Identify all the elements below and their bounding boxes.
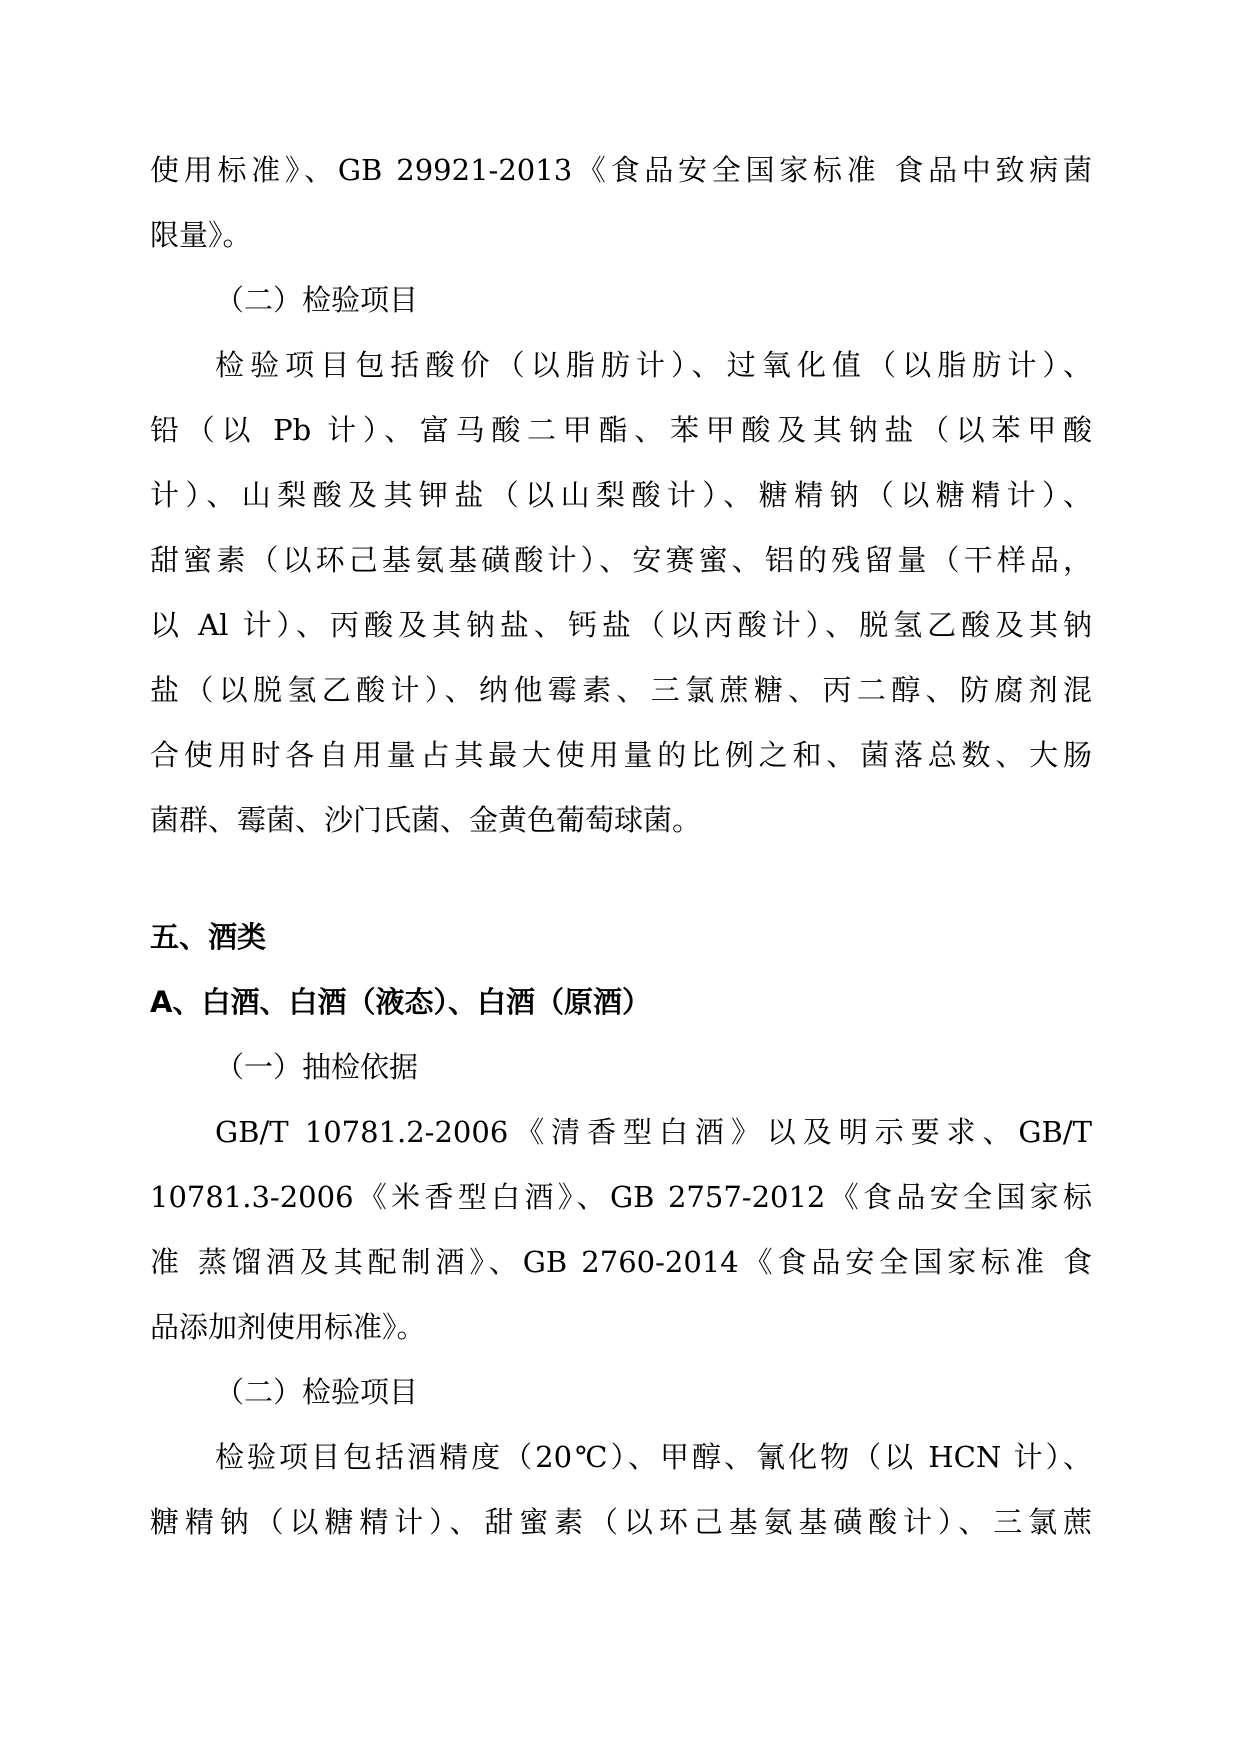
- text-line: 铅（以 Pb 计）、富马酸二甲酯、苯甲酸及其钠盐（以苯甲酸: [150, 413, 1092, 447]
- text-line: 以 Al 计）、丙酸及其钠盐、钙盐（以丙酸计）、脱氢乙酸及其钠: [150, 608, 1092, 642]
- text-line: 使用标准》、GB 29921-2013《食品安全国家标准 食品中致病菌: [150, 153, 1092, 187]
- text-line: 糖精钠（以糖精计）、甜蜜素（以环己基氨基磺酸计）、三氯蔗: [150, 1505, 1092, 1539]
- text-line: 合使用时各自用量占其最大使用量的比例之和、菌落总数、大肠: [150, 738, 1092, 772]
- text-line: 检验项目包括酒精度（20℃）、甲醇、氰化物（以 HCN 计）、: [215, 1440, 1092, 1474]
- text-line: 盐（以脱氢乙酸计）、纳他霉素、三氯蔗糖、丙二醇、防腐剂混: [150, 673, 1092, 707]
- text-line: 10781.3-2006《米香型白酒》、GB 2757-2012《食品安全国家标: [150, 1180, 1092, 1214]
- text-line: 限量》。: [150, 218, 252, 252]
- text-line: （二）检验项目: [215, 283, 419, 317]
- text-line: 计）、山梨酸及其钾盐（以山梨酸计）、糖精钠（以糖精计）、: [150, 478, 1092, 512]
- heading-line: 五、酒类: [150, 920, 267, 954]
- text-line: （二）检验项目: [215, 1375, 419, 1409]
- text-line: （一）抽检依据: [215, 1050, 419, 1084]
- text-line: 准 蒸馏酒及其配制酒》、GB 2760-2014《食品安全国家标准 食: [150, 1245, 1092, 1279]
- heading-line: A、白酒、白酒（液态）、白酒（原酒）: [150, 985, 651, 1019]
- text-line: 甜蜜素（以环己基氨基磺酸计）、安赛蜜、铝的残留量（干样品，: [150, 543, 1092, 577]
- text-line: GB/T 10781.2-2006《清香型白酒》以及明示要求、GB/T: [215, 1115, 1092, 1149]
- text-line: 品添加剂使用标准》。: [150, 1310, 426, 1344]
- text-line: 菌群、霉菌、沙门氏菌、金黄色葡萄球菌。: [150, 803, 702, 837]
- text-line: 检验项目包括酸价（以脂肪计）、过氧化值（以脂肪计）、: [215, 348, 1092, 382]
